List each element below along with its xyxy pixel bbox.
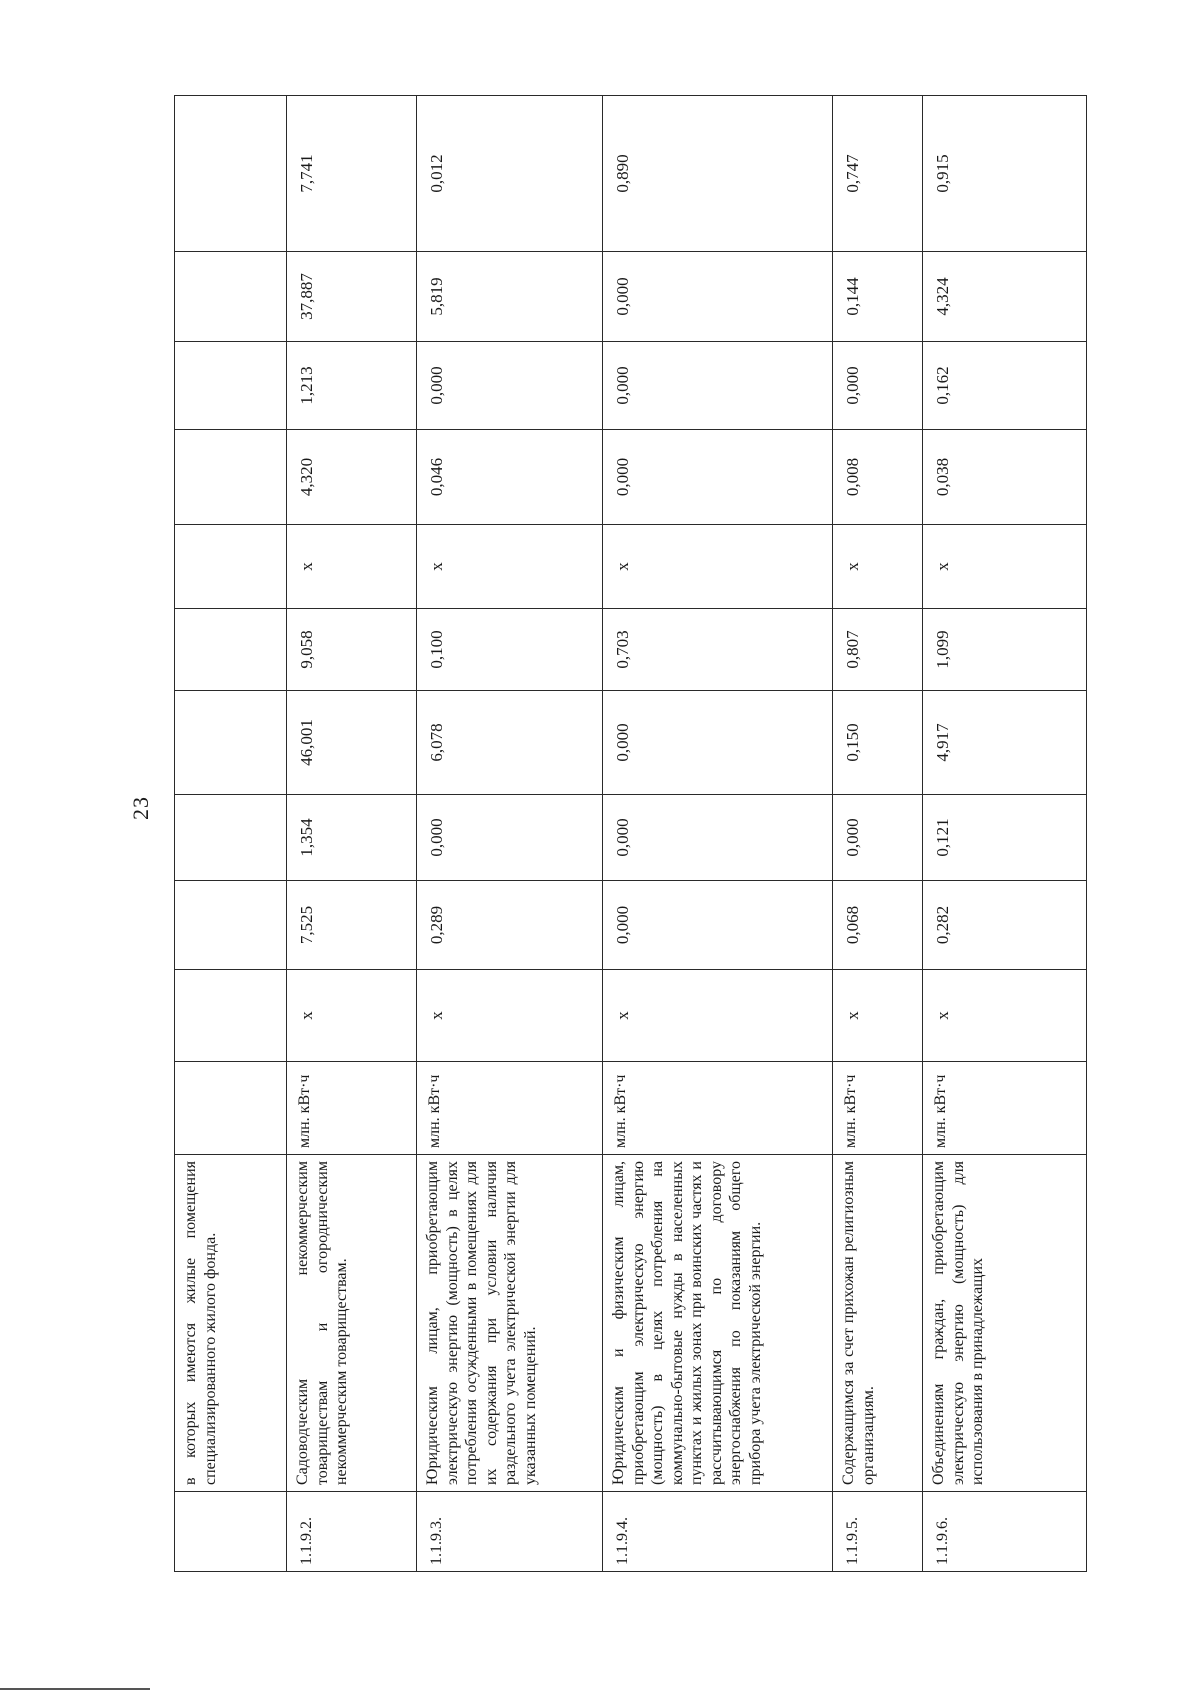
row-value-cell: 0,144 bbox=[833, 252, 923, 342]
row-value-cell: 0,150 bbox=[833, 691, 923, 795]
row-value-cell: 9,058 bbox=[287, 609, 417, 691]
row-value-cell bbox=[175, 525, 287, 609]
table-row bbox=[603, 96, 833, 1572]
row-value-cell: 0,121 bbox=[923, 795, 1087, 881]
row-code: 1.1.9.2. bbox=[287, 1492, 417, 1572]
row-value-cell: х bbox=[833, 525, 923, 609]
row-value-cell: 0,000 bbox=[603, 691, 833, 795]
row-description: Содержащимся за счет прихожан религиозным организациям. bbox=[833, 1155, 923, 1492]
row-value-cell: 1,213 bbox=[287, 342, 417, 430]
row-value-cell: 6,078 bbox=[417, 691, 603, 795]
row-value-cell: 4,324 bbox=[923, 252, 1087, 342]
row-value-cell: 0,000 bbox=[833, 342, 923, 430]
rotated-table-container bbox=[174, 96, 1086, 1572]
table-row bbox=[923, 96, 1087, 1572]
row-value-cell: 0,008 bbox=[833, 430, 923, 525]
row-value-cell bbox=[175, 430, 287, 525]
row-value-cell: 0,046 bbox=[417, 430, 603, 525]
page-number: 23 bbox=[128, 796, 153, 820]
table-row bbox=[175, 96, 287, 1572]
row-value-cell: 46,001 bbox=[287, 691, 417, 795]
row-value-cell: 0,000 bbox=[417, 342, 603, 430]
row-value-cell: 0,000 bbox=[603, 430, 833, 525]
row-value-cell: 7,525 bbox=[287, 881, 417, 970]
row-value-cell bbox=[175, 970, 287, 1062]
row-value-cell: 0,162 bbox=[923, 342, 1087, 430]
row-description: в которых имеются жилые помещения специализированного жилого фонда. bbox=[175, 1155, 287, 1492]
row-value-cell: 0,890 bbox=[603, 96, 833, 252]
row-value-cell: 0,289 bbox=[417, 881, 603, 970]
row-code bbox=[175, 1492, 287, 1572]
row-value-cell bbox=[175, 795, 287, 881]
table-row bbox=[833, 96, 923, 1572]
row-value-cell: 0,000 bbox=[833, 795, 923, 881]
row-value-cell: 0,807 bbox=[833, 609, 923, 691]
row-description: Юридическим и физическим лицам, приобретающим электрическую энергию (мощность) в целях потребления на коммунально-бытовые нужды в населенных пунктах и жилых зонах при воинских частях и рассчитывающимся по договору энергоснабжения по показаниям общего прибора учета электрической энергии. bbox=[603, 1155, 833, 1492]
row-value-cell: х bbox=[417, 970, 603, 1062]
row-value-cell: 4,320 bbox=[287, 430, 417, 525]
row-value-cell: х bbox=[923, 525, 1087, 609]
row-value-cell: 0,100 bbox=[417, 609, 603, 691]
tariff-volume-table bbox=[174, 95, 1087, 1572]
row-value-cell: 0,038 bbox=[923, 430, 1087, 525]
row-value-cell: х bbox=[287, 970, 417, 1062]
row-description: Садоводческим некоммерческим товариществам и огородническим некоммерческим товариществам. bbox=[287, 1155, 417, 1492]
row-value-cell: 0,012 bbox=[417, 96, 603, 252]
row-value-cell: 0,000 bbox=[603, 795, 833, 881]
row-value-cell: 0,000 bbox=[603, 881, 833, 970]
table-body bbox=[175, 96, 1087, 1572]
row-value-cell: 0,068 bbox=[833, 881, 923, 970]
row-value-cell: 0,000 bbox=[417, 795, 603, 881]
row-unit: млн. кВт·ч bbox=[833, 1062, 923, 1155]
row-value-cell: х bbox=[603, 525, 833, 609]
row-value-cell: 0,282 bbox=[923, 881, 1087, 970]
row-value-cell bbox=[175, 609, 287, 691]
row-value-cell: 0,000 bbox=[603, 342, 833, 430]
row-code: 1.1.9.5. bbox=[833, 1492, 923, 1572]
row-unit bbox=[175, 1062, 287, 1155]
row-value-cell: 37,887 bbox=[287, 252, 417, 342]
row-description: Юридическим лицам, приобретающим электрическую энергию (мощность) в целях потребления осужденными в помещениях для их содержания при условии наличия раздельного учета электрической энергии для указанных помещений. bbox=[417, 1155, 603, 1492]
row-value-cell: х bbox=[417, 525, 603, 609]
row-unit: млн. кВт·ч bbox=[603, 1062, 833, 1155]
row-value-cell: 0,915 bbox=[923, 96, 1087, 252]
row-value-cell: х bbox=[833, 970, 923, 1062]
scan-artifact-line bbox=[0, 1688, 150, 1690]
row-value-cell: 0,000 bbox=[603, 252, 833, 342]
row-value-cell: 5,819 bbox=[417, 252, 603, 342]
row-value-cell bbox=[175, 342, 287, 430]
row-value-cell: 1,354 bbox=[287, 795, 417, 881]
row-value-cell: 7,741 bbox=[287, 96, 417, 252]
row-code: 1.1.9.6. bbox=[923, 1492, 1087, 1572]
row-value-cell: 4,917 bbox=[923, 691, 1087, 795]
row-value-cell: 0,747 bbox=[833, 96, 923, 252]
table-row bbox=[287, 96, 417, 1572]
row-value-cell: 1,099 bbox=[923, 609, 1087, 691]
row-unit: млн. кВт·ч bbox=[287, 1062, 417, 1155]
row-value-cell bbox=[175, 881, 287, 970]
row-value-cell bbox=[175, 691, 287, 795]
row-value-cell: х bbox=[923, 970, 1087, 1062]
row-value-cell: х bbox=[287, 525, 417, 609]
row-value-cell bbox=[175, 252, 287, 342]
row-value-cell: 0,703 bbox=[603, 609, 833, 691]
row-unit: млн. кВт·ч bbox=[417, 1062, 603, 1155]
row-description: Объединениям граждан, приобретающим электрическую энергию (мощность) для использования в принадлежащих bbox=[923, 1155, 1087, 1492]
row-code: 1.1.9.4. bbox=[603, 1492, 833, 1572]
table-row bbox=[417, 96, 603, 1572]
row-code: 1.1.9.3. bbox=[417, 1492, 603, 1572]
row-value-cell: х bbox=[603, 970, 833, 1062]
row-unit: млн. кВт·ч bbox=[923, 1062, 1087, 1155]
row-value-cell bbox=[175, 96, 287, 252]
